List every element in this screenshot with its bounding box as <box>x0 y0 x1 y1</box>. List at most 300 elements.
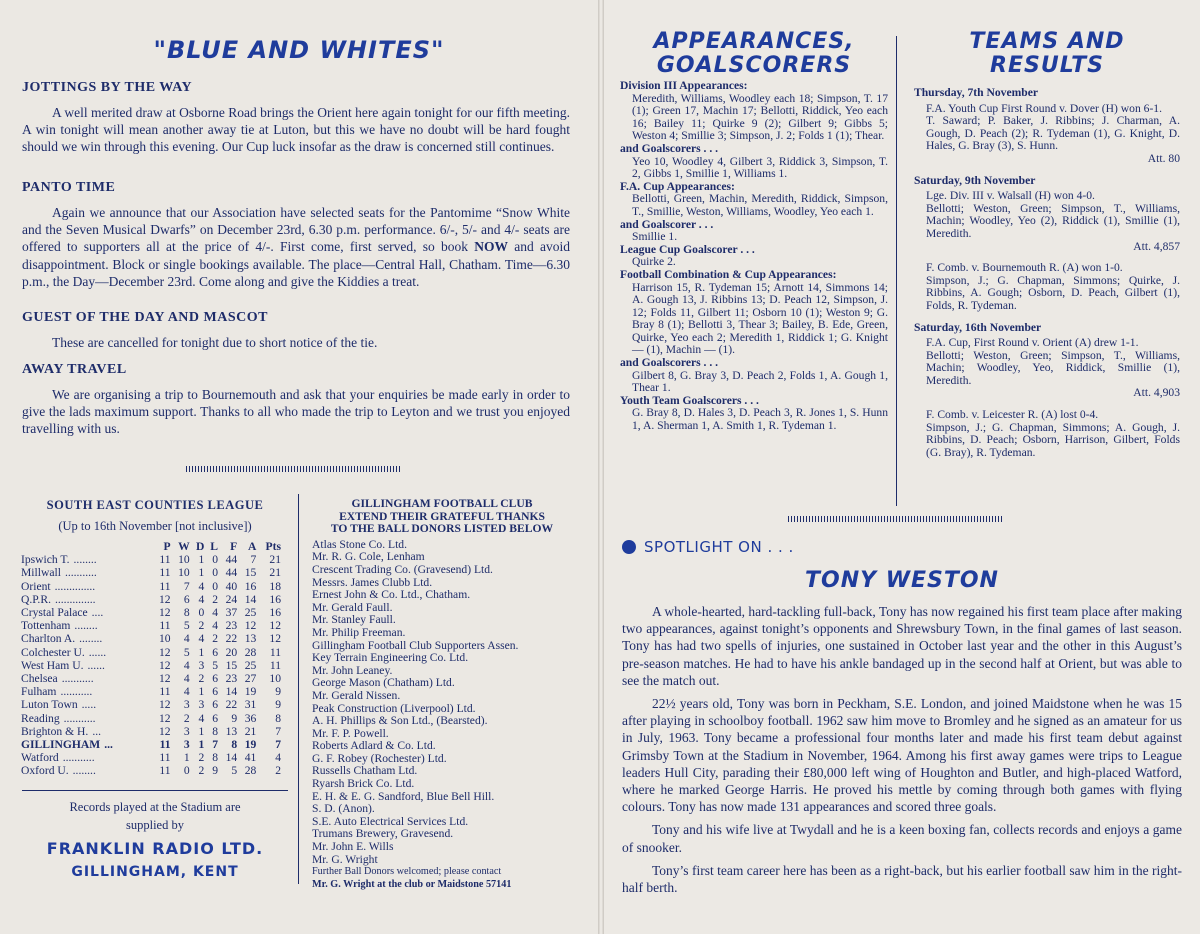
stat-f: 23 <box>225 619 238 633</box>
panto-heading: PANTO TIME <box>22 180 116 195</box>
list-item: Mr. F. P. Powell. <box>312 726 389 740</box>
stat-l: 6 <box>212 685 219 699</box>
leader-dots: ........... <box>60 685 93 699</box>
team-name-text: GILLINGHAM <box>21 738 101 752</box>
stat-p: 11 <box>159 579 171 593</box>
stat-f: 14 <box>225 751 238 765</box>
table-row <box>20 685 282 698</box>
col-d: D <box>195 540 205 553</box>
list-item: Atlas Stone Co. Ltd. <box>312 537 408 551</box>
leader-dots: ...... <box>87 658 105 672</box>
stat-p: 12 <box>158 724 171 738</box>
list-item: Mr. G. Wright <box>312 852 378 866</box>
stat-p: 11 <box>159 566 171 580</box>
list-item: Mr. Gerald Nissen. <box>312 688 401 702</box>
stat-a: 19 <box>244 685 257 699</box>
team-name <box>20 685 152 698</box>
stats-text: G. Bray 8, D. Hales 3, D. Peach 3, R. Jones 1, S. Hunn 1, A. Sherman 1, A. Smith 1, R. Tydeman 1. <box>632 406 888 433</box>
stat-pts: 21 <box>269 566 281 580</box>
team-name <box>20 606 152 619</box>
stat-w: 3 <box>183 724 190 738</box>
stat-pts: 4 <box>275 751 281 765</box>
stat-p: 11 <box>159 619 171 633</box>
league-title: SOUTH EAST COUNTIES LEAGUE <box>46 498 264 512</box>
list-item: Mr. John E. Wills <box>312 840 394 854</box>
stat-w: 10 <box>178 566 190 580</box>
stat-d: 4 <box>198 711 205 725</box>
stat-w: 6 <box>183 592 190 606</box>
stat-p: 12 <box>158 711 171 725</box>
stat-p: 11 <box>159 685 171 699</box>
spotlight-paragraph-1: A whole-hearted, hard-tackling full-back, Tony has now regained his first team place after making two appearances, against tonight’s opponents and Shrewsbury Town, in the final games of last season. Tony has had two spells of injuries, one sustained in October last year and the other in this August’s pre-season matches. He had to have his ankle bandaged up in the second half at Orient, but was able to see the match out. <box>622 604 1182 688</box>
stat-l: 8 <box>212 724 219 738</box>
panto-section <box>22 180 570 290</box>
stat-pts: 11 <box>269 658 281 672</box>
result-5-heading: F. Comb. v. Leicester R. (A) lost 0-4. <box>926 408 1099 422</box>
appearances-title2: GOALSCORERS <box>656 53 852 78</box>
leader-dots: ........ <box>72 764 96 778</box>
stats-heading: and Goalscorers . . . <box>620 141 719 155</box>
stat-f: 22 <box>225 632 238 646</box>
stat-pts: 16 <box>269 606 281 620</box>
teams-results-block <box>914 30 1180 459</box>
result-1-attendance: Att. 80 <box>1147 151 1180 165</box>
team-name-text: Crystal Palace <box>21 606 88 620</box>
stat-l: 6 <box>212 698 219 712</box>
team-name-text: Ipswich T. <box>21 553 70 567</box>
team-name <box>20 659 152 672</box>
team-name-text: Watford <box>21 751 59 765</box>
stat-w: 3 <box>183 738 190 752</box>
records-rule <box>22 790 288 791</box>
col-a: A <box>247 540 257 553</box>
result-3-team: Simpson, J.; G. Chapman, Simmons; Quirke, J. Ribbins, A. Gough; Osborn, D. Peach, Gilbert (1), Folds, R. Tydeman. <box>926 273 1180 312</box>
ball-donors-block <box>312 498 572 891</box>
leader-dots: ...... <box>88 645 107 659</box>
list-item: Russells Chatham Ltd. <box>312 764 418 778</box>
spotlight-label-row <box>622 538 1182 556</box>
stat-w: 4 <box>183 672 190 686</box>
stat-pts: 16 <box>269 592 281 606</box>
left-page <box>0 0 598 934</box>
jottings-section <box>22 80 570 156</box>
stat-pts: 11 <box>269 645 281 659</box>
list-item: George Mason (Chatham) Ltd. <box>312 676 455 690</box>
stat-p: 11 <box>159 764 171 778</box>
right-page <box>604 0 1200 934</box>
stats-text: Yeo 10, Woodley 4, Gilbert 3, Riddick 3, Simpson, T. 2, Gibbs 1, Smillie 1, Williams 1. <box>632 154 888 181</box>
stats-text: Bellotti, Green, Machin, Meredith, Riddick, Simpson, T., Smillie, Weston, Williams, Woodley, Yeo each 1. <box>632 192 888 218</box>
stat-w: 8 <box>183 606 190 620</box>
donor-list <box>312 539 572 866</box>
records-location: GILLINGHAM, KENT <box>71 864 239 880</box>
stat-f: 20 <box>225 645 238 659</box>
stat-f: 22 <box>225 698 238 712</box>
team-name-text: Fulham <box>21 685 57 699</box>
col-w: W <box>178 540 190 553</box>
stats-text: Quirke 2. <box>632 255 676 269</box>
donors-footer2: Mr. G. Wright at the club or Maidstone 57141 <box>312 878 512 890</box>
team-name <box>20 580 152 593</box>
table-row <box>20 580 282 593</box>
leader-dots: ........... <box>61 672 94 686</box>
guest-section <box>22 310 570 351</box>
spotlight-paragraph-4: Tony’s first team career here has been as a right-back, but his earlier football saw him in the right-half berth. <box>622 862 1182 896</box>
stat-f: 44 <box>225 566 238 580</box>
leader-dots: ... <box>104 738 113 752</box>
team-name <box>20 566 152 579</box>
result-1-heading: F.A. Youth Cup First Round v. Dover (H) won 6-1. <box>926 101 1163 115</box>
stat-p: 12 <box>158 606 171 620</box>
stat-p: 12 <box>158 645 171 659</box>
records-company: FRANKLIN RADIO LTD. <box>46 839 264 858</box>
stat-d: 0 <box>198 606 205 620</box>
result-date-2: Saturday, 9th November <box>914 173 1036 187</box>
right-column-rule <box>896 36 897 506</box>
stat-l: 6 <box>212 672 219 686</box>
panto-body <box>22 204 570 290</box>
stat-l: 0 <box>212 566 219 580</box>
stat-f: 14 <box>225 685 238 699</box>
team-name-text: Reading <box>21 711 60 725</box>
stat-p: 11 <box>159 738 171 752</box>
table-row <box>20 672 282 685</box>
stat-pts: 7 <box>275 724 281 738</box>
stat-pts: 12 <box>269 619 281 633</box>
away-travel-section <box>22 362 570 438</box>
stat-w: 1 <box>183 751 190 765</box>
table-row <box>20 566 282 579</box>
stats-heading: League Cup Goalscorer . . . <box>620 242 755 256</box>
stat-l: 2 <box>212 592 219 606</box>
stat-d: 3 <box>198 698 205 712</box>
team-name <box>20 646 152 659</box>
team-name <box>20 764 152 777</box>
stat-d: 1 <box>198 738 205 752</box>
leader-dots: ........... <box>64 566 97 580</box>
left-page-title: "BLUE AND WHITES" <box>153 36 445 64</box>
list-item: Ryarsh Brick Co. Ltd. <box>312 777 415 791</box>
stat-f: 5 <box>231 764 238 778</box>
donors-footer1: Further Ball Donors welcomed; please contact <box>312 866 502 878</box>
stat-d: 2 <box>198 672 205 686</box>
stat-l: 4 <box>212 619 219 633</box>
stat-l: 7 <box>212 738 219 752</box>
team-name <box>20 553 152 566</box>
stat-a: 41 <box>244 751 257 765</box>
table-row <box>20 712 282 725</box>
result-2-heading: Lge. Div. III v. Walsall (H) won 4-0. <box>926 189 1095 203</box>
stat-f: 13 <box>225 724 238 738</box>
spotlight-paragraph-2: 22½ years old, Tony was born in Peckham, S.E. London, and joined Maidstone when he was 15 after playing in schoolboy football. 1962 saw him move to Bromley and he signed as an amateur for us in July, 1963. Tony became a professional four months later and made his first team debut against Grimsby Town at the Stadium in November, 1964. Among his first away games were trips to League leaders Hull City, parading their £80,000 left wing of Houghton and Butler, and high-placed Watford, where he marked George Harris. He proved his mettle by coming through both games with flying colours. Tony has now made 131 appearances and scored three goals. <box>622 696 1182 815</box>
stat-w: 2 <box>183 711 190 725</box>
jottings-heading: JOTTINGS BY THE WAY <box>22 80 193 95</box>
stat-pts: 2 <box>275 764 281 778</box>
leader-dots: ... <box>92 724 102 738</box>
league-subtitle: (Up to 16th November [not inclusive]) <box>58 519 252 533</box>
stat-w: 5 <box>183 645 190 659</box>
team-name-text: Orient <box>21 579 51 593</box>
stat-f: 23 <box>225 672 238 686</box>
stat-w: 4 <box>183 685 190 699</box>
stat-a: 12 <box>244 619 257 633</box>
stat-l: 2 <box>212 632 219 646</box>
table-row <box>20 751 282 764</box>
stat-pts: 9 <box>275 698 281 712</box>
stat-w: 0 <box>183 764 190 778</box>
team-name-text: Colchester U. <box>21 645 85 659</box>
col-pts: Pts <box>265 540 281 553</box>
stat-p: 12 <box>158 658 171 672</box>
list-item: G. F. Robey (Rochester) Ltd. <box>312 751 447 765</box>
stat-pts: 10 <box>269 672 281 686</box>
stat-a: 31 <box>244 698 257 712</box>
table-row <box>20 606 282 619</box>
stat-a: 15 <box>244 566 257 580</box>
stat-d: 4 <box>198 579 205 593</box>
team-name-text: Brighton & H. <box>21 724 89 738</box>
team-name-text: Tottenham <box>21 619 71 633</box>
stat-a: 19 <box>244 738 257 752</box>
stat-w: 10 <box>178 553 190 567</box>
stat-pts: 9 <box>275 685 281 699</box>
stat-p: 12 <box>158 672 171 686</box>
stat-a: 16 <box>244 579 257 593</box>
table-row <box>20 659 282 672</box>
team-name <box>20 725 152 738</box>
panto-body-b: and avoid disappointment. Block or single bookings available. The place—Central Hall, Chatham. Time—6.30 p.m., the Day—December 23rd. Come along and give the Kiddies a treat. <box>22 239 570 289</box>
result-date-1: Thursday, 7th November <box>914 86 1038 99</box>
list-item: Messrs. James Clubb Ltd. <box>312 575 433 589</box>
stat-l: 6 <box>212 645 219 659</box>
stat-w: 7 <box>183 579 190 593</box>
team-name <box>20 632 152 645</box>
stat-pts: 8 <box>275 711 281 725</box>
donors-title3: TO THE BALL DONORS LISTED BELOW <box>330 522 554 536</box>
result-1-team: T. Saward; P. Baker, J. Ribbins; J. Charman, A. Gough, D. Peach (2); R. Tydeman (1), G. Knight, D. Hales, G. Bray (3), S. Hunn. <box>926 114 1180 153</box>
donors-title2: EXTEND THEIR GRATEFUL THANKS <box>339 509 545 523</box>
leader-dots: .............. <box>54 579 96 593</box>
stats-text: Meredith, Williams, Woodley each 18; Simpson, T. 17 (1); Green 17, Machin 17; Bellotti, Riddick, Yeo each 16; Bailey 11; Quirke 9 (2); Gilbert 9; Gibbs 5; Weston 4; Smillie 3; Simpson, J. 2; Folds 1 (1); Thear. <box>632 91 888 143</box>
stat-a: 25 <box>244 606 257 620</box>
stat-w: 3 <box>183 698 190 712</box>
list-item: Mr. R. G. Cole, Lenham <box>312 550 425 564</box>
team-name <box>20 698 152 711</box>
table-row <box>20 646 282 659</box>
teams-title2: RESULTS <box>990 53 1104 78</box>
stats-heading: and Goalscorers . . . <box>620 356 719 370</box>
list-item: S. D. (Anon). <box>312 802 375 816</box>
league-table <box>20 540 282 778</box>
col-f: F <box>230 540 238 553</box>
stat-d: 2 <box>198 764 205 778</box>
stat-l: 5 <box>212 658 219 672</box>
list-item: Peak Construction (Liverpool) Ltd. <box>312 701 476 715</box>
list-item: Mr. Stanley Faull. <box>312 613 396 627</box>
stat-d: 3 <box>198 658 205 672</box>
list-item: Key Terrain Engineering Co. Ltd. <box>312 651 469 665</box>
stats-heading: Football Combination & Cup Appearances: <box>620 267 837 281</box>
stat-l: 9 <box>212 764 219 778</box>
team-name <box>20 712 152 725</box>
table-row <box>20 764 282 777</box>
league-header-row <box>20 540 282 553</box>
stats-heading: and Goalscorer . . . <box>620 217 714 231</box>
result-3-heading: F. Comb. v. Bournemouth R. (A) won 1-0. <box>926 261 1123 275</box>
stat-a: 21 <box>244 724 257 738</box>
stat-d: 2 <box>198 619 205 633</box>
panto-body-a: Again we announce that our Association have selected seats for the Pantomime “Snow White and the Seven Musical Dwarfs” on December 23rd, 6.30 p.m. performance. 6/-, 5/- and 4/- seats are offered to supporters all at the price of 4/-. First come, first served, so book <box>22 205 570 255</box>
stat-d: 1 <box>198 553 205 567</box>
stat-p: 12 <box>158 698 171 712</box>
away-travel-heading: AWAY TRAVEL <box>22 362 127 377</box>
jottings-body: A well merited draw at Osborne Road brings the Orient here again tonight for our fifth meeting. A win tonight will mean another away tie at Luton, but this we have no doubt will be hard fought should we win through this evening. Our Cup luck insofar as the draw is concerned still continues. <box>22 105 570 155</box>
stat-pts: 21 <box>269 553 281 567</box>
spotlight-player-name: TONY WESTON <box>805 568 999 593</box>
right-section-divider <box>788 516 1002 522</box>
stat-p: 11 <box>159 553 171 567</box>
list-item: Roberts Adlard & Co. Ltd. <box>312 739 436 753</box>
leader-dots: ........... <box>62 751 95 765</box>
list-item: Mr. Philip Freeman. <box>312 625 406 639</box>
appearances-title1: APPEARANCES, <box>653 29 855 54</box>
appearances-list <box>620 80 888 433</box>
stat-l: 8 <box>212 751 219 765</box>
stats-heading: Youth Team Goalscorers . . . <box>620 393 759 407</box>
team-name-text: Millwall <box>21 566 61 580</box>
stat-pts: 12 <box>269 632 281 646</box>
stat-f: 44 <box>225 553 238 567</box>
stat-p: 12 <box>158 592 171 606</box>
stat-f: 37 <box>225 606 238 620</box>
spotlight-label: SPOTLIGHT ON . . . <box>644 538 794 556</box>
stat-pts: 7 <box>275 738 281 752</box>
column-rule <box>298 494 299 884</box>
team-name <box>20 751 152 764</box>
stat-f: 15 <box>225 658 238 672</box>
stat-f: 24 <box>225 592 238 606</box>
spotlight-block <box>622 538 1182 896</box>
team-name <box>20 619 152 632</box>
result-date-3: Saturday, 16th November <box>914 320 1042 334</box>
stats-heading: F.A. Cup Appearances: <box>620 179 735 193</box>
list-item: S.E. Auto Electrical Services Ltd. <box>312 814 469 828</box>
stat-a: 14 <box>244 592 257 606</box>
records-block <box>22 800 288 880</box>
table-row <box>20 593 282 606</box>
list-item: Mr. John Leaney. <box>312 663 393 677</box>
table-row <box>20 553 282 566</box>
league-table-block <box>20 498 290 778</box>
team-name-text: Chelsea <box>21 672 58 686</box>
stat-pts: 18 <box>269 579 281 593</box>
team-name-text: Oxford U. <box>21 764 69 778</box>
stat-w: 4 <box>183 632 190 646</box>
list-item: Gillingham Football Club Supporters Assen. <box>312 638 519 652</box>
stat-d: 4 <box>198 632 205 646</box>
league-rows <box>20 553 282 777</box>
teams-title1: TEAMS AND <box>969 29 1125 54</box>
stat-f: 40 <box>225 579 238 593</box>
stat-a: 28 <box>244 764 257 778</box>
guest-body: These are cancelled for tonight due to short notice of the tie. <box>52 335 378 350</box>
list-item: Crescent Trading Co. (Gravesend) Ltd. <box>312 562 493 576</box>
leader-dots: ........... <box>63 711 96 725</box>
leader-dots: ..... <box>81 698 97 712</box>
leader-dots: .... <box>91 606 104 620</box>
result-4-heading: F.A. Cup, First Round v. Orient (A) drew 1-1. <box>926 336 1139 350</box>
col-l: L <box>210 540 219 553</box>
stat-l: 4 <box>212 606 219 620</box>
team-name-text: Charlton A. <box>21 632 76 646</box>
stat-a: 27 <box>244 672 257 686</box>
stat-a: 25 <box>244 658 257 672</box>
table-row <box>20 738 282 751</box>
spotlight-paragraph-3: Tony and his wife live at Twydall and he is a keen boxing fan, collects records and enjoys a game of snooker. <box>622 822 1182 855</box>
stat-w: 5 <box>183 619 190 633</box>
donors-title1: GILLINGHAM FOOTBALL CLUB <box>351 497 533 510</box>
list-item: Ernest John & Co. Ltd., Chatham. <box>312 588 471 602</box>
team-name-text: Luton Town <box>21 698 78 712</box>
team-name <box>20 593 152 606</box>
team-name <box>20 672 152 685</box>
list-item: Mr. Gerald Faull. <box>312 600 393 614</box>
list-item: Trumans Brewery, Gravesend. <box>312 827 454 841</box>
table-row <box>20 619 282 632</box>
stat-l: 0 <box>212 579 219 593</box>
stat-a: 28 <box>244 645 257 659</box>
records-line2: supplied by <box>126 818 184 832</box>
result-2-attendance: Att. 4,857 <box>1133 239 1180 253</box>
stat-d: 1 <box>198 685 205 699</box>
stats-text: Gilbert 8, G. Bray 3, D. Peach 2, Folds 1, A. Gough 1, Thear 1. <box>632 368 888 395</box>
section-divider <box>186 466 400 472</box>
stats-heading: Division III Appearances: <box>620 79 748 92</box>
stat-d: 1 <box>198 724 205 738</box>
table-row <box>20 725 282 738</box>
stat-d: 1 <box>198 645 205 659</box>
stat-d: 1 <box>198 566 205 580</box>
stat-f: 8 <box>231 738 238 752</box>
away-travel-body: We are organising a trip to Bournemouth and ask that your enquiries be made early in order to give the lads maximum support. Thanks to all who made the trip to Leyton and we trust you enjoyed travelling with us. <box>22 387 570 437</box>
leader-dots: ........ <box>74 619 98 633</box>
result-2-team: Bellotti; Weston, Green; Simpson, T., Williams, Machin; Woodley, Yeo (2), Riddick (1), Smillie (1), Meredith. <box>926 201 1180 240</box>
stats-text: Harrison 15, R. Tydeman 15; Arnott 14, Simmons 14; A. Gough 13, J. Ribbins 13; D. Peach 12, Simpson, J. 12; Folds 11, Gilbert 11; Osborn 10 (1); Weston 9; G. Bray 8 (1); Bellotti 3, Thear 3; Bailey, B. Ede, Green, Quirke, Yeo each 2; Meredith 1, Riddick 1; G. Knight — (1), Machin — (1). <box>632 280 888 357</box>
stat-a: 7 <box>250 553 257 567</box>
list-item: E. H. & E. G. Sandford, Blue Bell Hill. <box>312 789 495 803</box>
stats-text: Smillie 1. <box>632 230 678 244</box>
team-name-text: Q.P.R. <box>21 592 51 606</box>
team-name <box>20 738 152 751</box>
table-row <box>20 632 282 645</box>
team-name-text: West Ham U. <box>21 658 84 672</box>
table-row <box>20 698 282 711</box>
panto-body-bold: NOW <box>474 239 508 255</box>
result-4-team: Bellotti; Weston, Green; Simpson, T., Williams, Machin; Woodley, Yeo, Riddick, Smillie (1), Meredith. <box>926 348 1180 387</box>
stat-p: 11 <box>159 751 171 765</box>
stat-w: 4 <box>183 658 190 672</box>
stat-d: 2 <box>198 751 205 765</box>
stat-d: 4 <box>198 592 205 606</box>
stat-a: 36 <box>244 711 257 725</box>
stat-f: 9 <box>231 711 238 725</box>
result-4-attendance: Att. 4,903 <box>1133 386 1180 400</box>
list-item: A. H. Phillips & Son Ltd., (Bearsted). <box>312 714 488 728</box>
stat-p: 10 <box>158 632 171 646</box>
bullet-dot-icon <box>622 540 636 554</box>
stat-a: 13 <box>244 632 257 646</box>
leader-dots: ........ <box>73 553 97 567</box>
